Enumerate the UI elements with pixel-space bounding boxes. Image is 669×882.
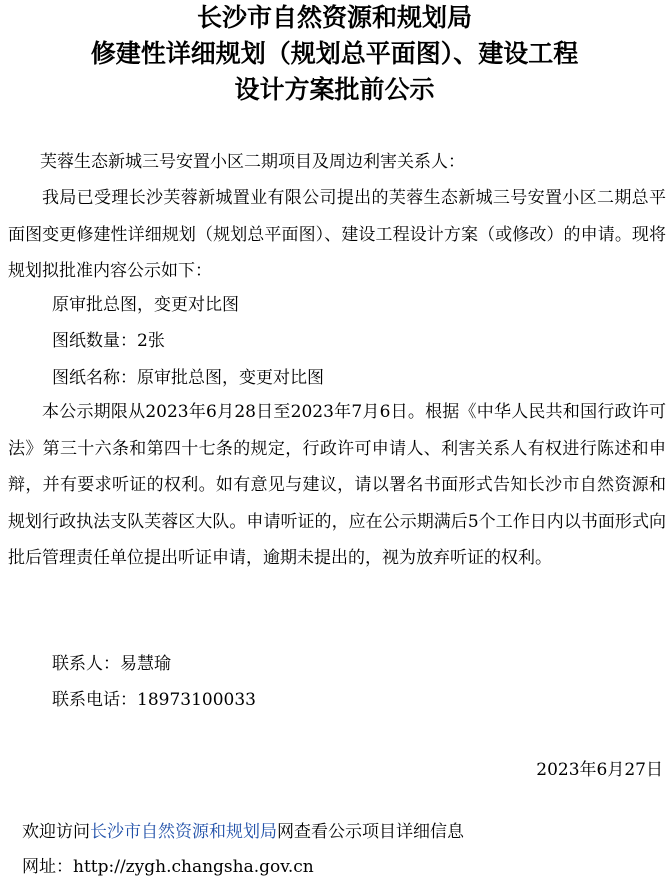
list-item: 图纸数量：2张 [52, 331, 165, 351]
footer-url-label: 网址： [22, 857, 73, 877]
notice-title-line-3: 设计方案批前公示 [234, 75, 435, 104]
intro-paragraph: 我局已受理长沙芙蓉新城置业有限公司提出的芙蓉生态新城三号安置小区二期总平面图变更修建性详细规划（规划总平面图）、建设工程设计方案（或修改）的申请。现将规划拟批准内容公示如下： [8, 188, 666, 281]
list-item: 原审批总图，变更对比图 [52, 295, 239, 315]
salutation: 芙蓉生态新城三号安置小区二期项目及周边利害关系人： [40, 152, 465, 172]
contact-phone-label: 联系电话： [52, 690, 137, 710]
notice-date: 2023年6月27日 [536, 760, 663, 780]
contact-phone-number: 18973100033 [137, 690, 256, 710]
org-website-link[interactable]: 长沙市自然资源和规划局 [90, 822, 277, 842]
notice-title-line-2: 修建性详细规划（规划总平面图）、建设工程 [90, 39, 579, 68]
contact-person-label: 联系人： [52, 654, 120, 674]
footer-url-line [22, 855, 314, 879]
footer-visit-suffix: 网查看公示项目详细信息 [277, 822, 464, 842]
notice-period-paragraph: 本公示期限从2023年6月28日至2023年7月6日。根据《中华人民共和国行政许可法》第三十六条和第四十七条的规定，行政许可申请人、利害关系人有权进行陈述和申辩，并有要求听证的权利。如有意见与建议，请以署名书面形式告知长沙市自然资源和规划行政执法支队芙蓉区大队。申请听证的，应在公示期满后5个工作日内以书面形式向批后管理责任单位提出听证申请，逾期未提出的，视为放弃听证的权利。 [8, 402, 666, 568]
contact-person [52, 652, 171, 676]
contact-person-name: 易慧瑜 [120, 654, 171, 674]
notice-title-line-1: 长沙市自然资源和规划局 [196, 3, 472, 32]
contact-phone [52, 688, 256, 712]
list-item: 图纸名称：原审批总图，变更对比图 [52, 368, 324, 388]
footer-visit-line [22, 820, 464, 844]
footer-visit-prefix: 欢迎访问 [22, 822, 90, 842]
website-url[interactable]: http://zygh.changsha.gov.cn [73, 857, 314, 877]
